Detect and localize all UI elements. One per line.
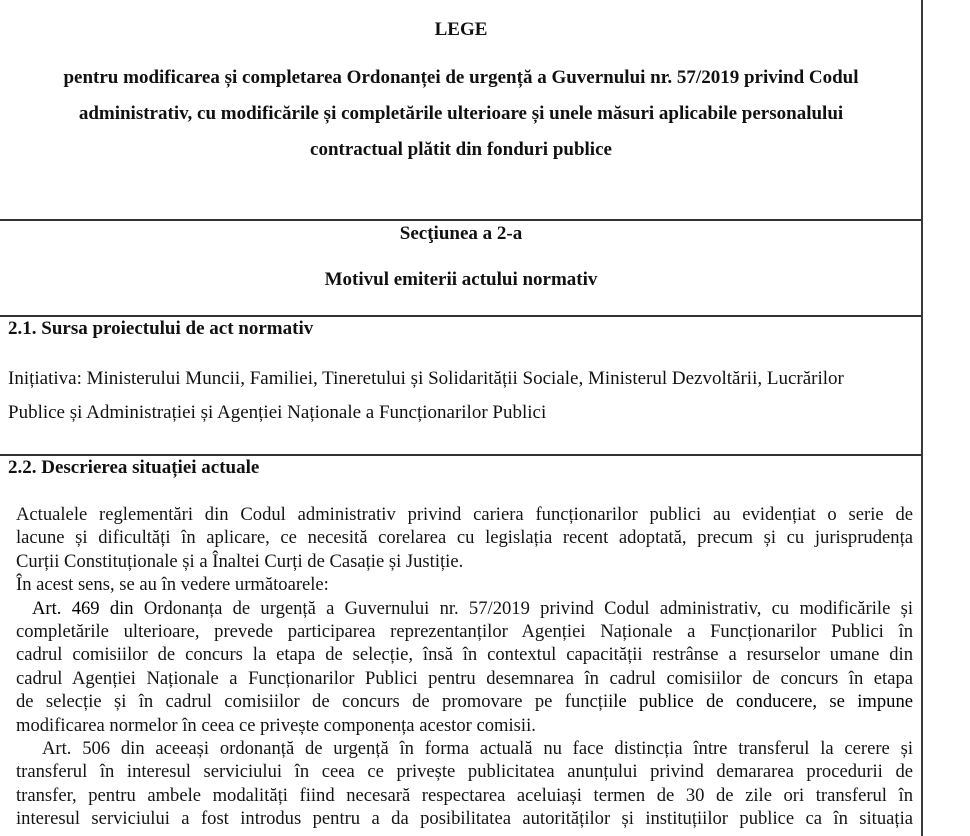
subsection-heading-2-2: 2.2. Descrierea situației actuale <box>8 457 260 478</box>
paragraph-intro <box>16 503 913 573</box>
paragraph-context <box>16 573 913 596</box>
table-divider <box>0 219 922 221</box>
text-line: cadrul Agenției Naționale a Funcționarilor Publici pentru desemnarea în cadrul comisiilor de concurs în etapa <box>16 667 913 689</box>
text-line: Curții Constituționale și a Înaltei Curți de Casație și Justiție. <box>16 550 464 572</box>
initiative-text <box>8 362 914 430</box>
text-line: transfer, pentru ambele modalități fiind necesară respectarea aceluiași termen de 30 de zile ori transferul în <box>16 784 913 806</box>
text-line: Art. 506 din aceeași ordonanță de urgență în forma actuală nu face distincția între transferul la cerere și <box>42 738 913 760</box>
document-subtitle <box>0 60 922 168</box>
section-label: Secţiunea a 2-a <box>399 223 523 244</box>
text-line: Actualele reglementări din Codul administrativ privind cariera funcționarilor publici au evidențiat o serie de <box>16 504 913 525</box>
subtitle-line: contractual plătit din fonduri publice <box>310 139 612 160</box>
text-line: interesul serviciului a fost introdus pentru a da posibilitatea autorităților și instituțiilor publice ca în situația <box>16 808 913 830</box>
text-line: cadrul comisiilor de concurs la etapa de selecție, însă în contextul capacității restrânse a resurselor umane din <box>16 644 913 666</box>
table-divider <box>0 454 922 456</box>
text-line: lacune și dificultăți în aplicare, ce necesită corelarea cu legislația recent adoptată, precum și cu jurisprudența <box>16 527 913 549</box>
table-divider <box>0 315 922 317</box>
initiative-line: Inițiativa: Ministerului Muncii, Familiei, Tineretului și Solidarității Sociale, Ministerul Dezvoltării, Lucrărilor <box>8 368 844 389</box>
subtitle-line: administrativ, cu modificările și completările ulterioare și unele măsuri aplicabile personalului <box>78 103 844 124</box>
paragraph-art-506 <box>16 737 913 831</box>
text-line: modificarea normelor în ceea ce privește componența acestor comisii. <box>16 714 536 736</box>
subtitle-line: pentru modificarea și completarea Ordonanței de urgență a Guvernului nr. 57/2019 privind Codul <box>63 67 859 88</box>
article-reference: Art. 469 din <box>32 597 134 619</box>
text-line: completările ulterioare, prevede participarea reprezentanților Agenției Naționale a Funcționarilor Publici în <box>16 621 913 643</box>
emphasis-text: le publice de conducere, se impune <box>613 691 913 713</box>
document-title: LEGE <box>434 19 488 40</box>
section-heading: Motivul emiterii actului normativ <box>324 269 598 290</box>
text-line: transferul în interesul serviciului în ceea ce privește publicitatea anunțului privind demararea procedurii de <box>16 761 913 783</box>
current-situation-text <box>16 503 913 831</box>
paragraph-art-469 <box>16 597 913 737</box>
initiative-line: Publice și Administrației și Agenției Naționale a Funcționarilor Publici <box>8 402 547 423</box>
subsection-heading-2-1: 2.1. Sursa proiectului de act normativ <box>8 318 314 339</box>
text-line: În acest sens, se au în vedere următoarele: <box>16 574 329 596</box>
text-line: de selecție și în cadrul comisiilor de concurs de promovare pe funcțiile publice de conducere, se impune <box>16 691 913 713</box>
text-line: Art. 469 din Ordonanța de urgență a Guvernului nr. 57/2019 privind Codul administrativ, cu modificările și <box>32 597 913 619</box>
